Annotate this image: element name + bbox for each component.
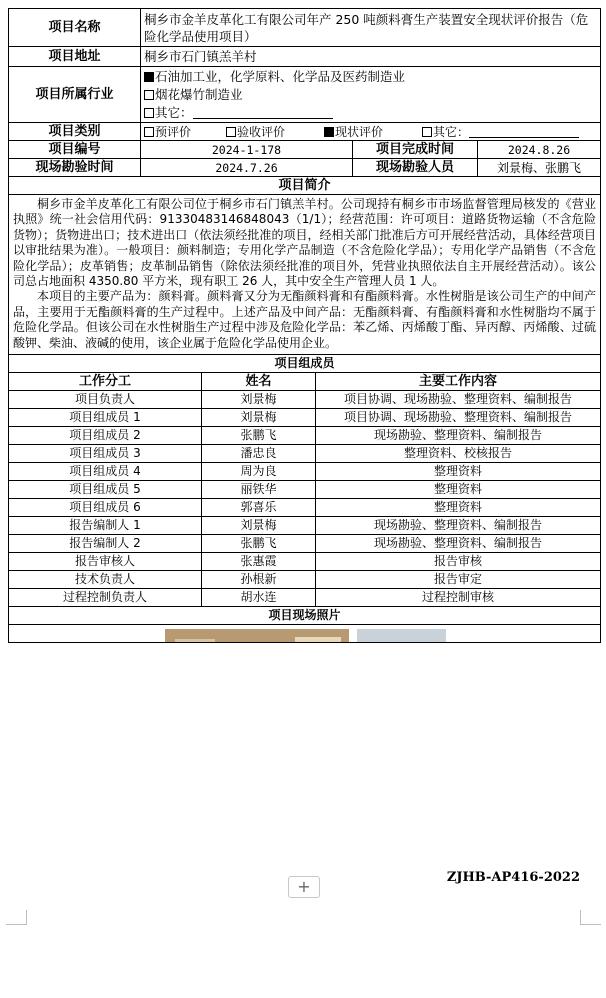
completion-date-value: 2024.8.26 bbox=[478, 141, 601, 159]
survey-time-value: 2024.7.26 bbox=[141, 159, 353, 177]
members-title: 项目组成员 bbox=[9, 355, 601, 373]
table-row bbox=[9, 589, 601, 607]
intro-title: 项目简介 bbox=[9, 177, 601, 195]
industry-options bbox=[141, 67, 601, 123]
member-role: 项目组成员 1 bbox=[9, 409, 202, 427]
member-duty: 现场勘验、整理资料、编制报告 bbox=[316, 517, 601, 535]
members-header-role: 工作分工 bbox=[9, 373, 202, 391]
type-option-other[interactable]: 其它： bbox=[422, 124, 579, 140]
site-photo-1 bbox=[165, 629, 349, 643]
member-duty: 报告审核 bbox=[316, 553, 601, 571]
type-option-acceptance[interactable]: 验收评价 bbox=[226, 124, 324, 140]
member-name: 孙根新 bbox=[202, 571, 316, 589]
member-duty: 报告审定 bbox=[316, 571, 601, 589]
add-page-button[interactable]: + bbox=[288, 876, 320, 898]
other-industry-blank[interactable] bbox=[193, 106, 333, 119]
member-name: 郭喜乐 bbox=[202, 499, 316, 517]
site-photo-2 bbox=[357, 629, 446, 643]
member-duty: 整理资料 bbox=[316, 463, 601, 481]
project-address-value: 桐乡市石门镇羔羊村 bbox=[141, 47, 601, 67]
form-code: ZJHB-AP416-2022 bbox=[446, 870, 580, 885]
member-role: 项目组成员 2 bbox=[9, 427, 202, 445]
member-duty: 整理资料 bbox=[316, 481, 601, 499]
member-name: 张鹏飞 bbox=[202, 427, 316, 445]
table-row bbox=[9, 517, 601, 535]
member-name: 刘景梅 bbox=[202, 517, 316, 535]
member-name: 潘忠良 bbox=[202, 445, 316, 463]
member-duty: 现场勘验、整理资料、编制报告 bbox=[316, 535, 601, 553]
checkbox-empty-icon bbox=[226, 127, 236, 137]
member-name: 张惠霞 bbox=[202, 553, 316, 571]
member-name: 胡水连 bbox=[202, 589, 316, 607]
crop-mark-right bbox=[580, 910, 601, 925]
checkbox-empty-icon bbox=[422, 127, 432, 137]
table-row bbox=[9, 535, 601, 553]
checkbox-empty-icon bbox=[144, 90, 154, 100]
member-name: 刘景梅 bbox=[202, 409, 316, 427]
completion-date-label: 项目完成时间 bbox=[353, 141, 478, 159]
table-row bbox=[9, 553, 601, 571]
member-role: 过程控制负责人 bbox=[9, 589, 202, 607]
member-duty: 项目协调、现场勘验、整理资料、编制报告 bbox=[316, 391, 601, 409]
member-duty: 整理资料 bbox=[316, 499, 601, 517]
member-name: 刘景梅 bbox=[202, 391, 316, 409]
table-row bbox=[9, 445, 601, 463]
member-role: 技术负责人 bbox=[9, 571, 202, 589]
survey-time-label: 现场勘验时间 bbox=[9, 159, 141, 177]
member-duty: 项目协调、现场勘验、整理资料、编制报告 bbox=[316, 409, 601, 427]
project-number-value: 2024-1-178 bbox=[141, 141, 353, 159]
checkbox-checked-icon bbox=[324, 127, 334, 137]
type-option-current[interactable]: 现状评价 bbox=[324, 124, 422, 140]
member-duty: 现场勘验、整理资料、编制报告 bbox=[316, 427, 601, 445]
report-document bbox=[8, 8, 600, 643]
table-row bbox=[9, 409, 601, 427]
member-name: 周为良 bbox=[202, 463, 316, 481]
intro-paragraph-1: 桐乡市金羊皮革化工有限公司位于桐乡市石门镇羔羊村。公司现持有桐乡市市场监督管理局核发的《营业执照》统一社会信用代码：91330483146848043（1/1）；经营范围：许可项目：道路货物运输（不含危险货物）；货物进出口；技术进出口（依法须经批准的项目，经相关部门批准后方可开展经营活动，具体经营项目以审批结果为准）。一般项目：颜料制造；专用化学产品制造（不含危险化学品）；专用化学产品销售（不含危险化学品）；皮革销售；皮革制品销售（除依法须经批准的项目外，凭营业执照依法自主开展经营活动）。该公司总占地面积 4350.80 平方米，现有职工 26 人，其中安全生产管理人员 1 人。 bbox=[13, 197, 596, 289]
member-name: 丽铁华 bbox=[202, 481, 316, 499]
industry-label: 项目所属行业 bbox=[9, 67, 141, 123]
table-row bbox=[9, 499, 601, 517]
project-name-label: 项目名称 bbox=[9, 9, 141, 47]
photo-image bbox=[357, 629, 446, 643]
project-number-label: 项目编号 bbox=[9, 141, 141, 159]
project-name-value: 桐乡市金羊皮革化工有限公司年产 250 吨颜料膏生产装置安全现状评价报告（危险化学品使用项目） bbox=[141, 9, 601, 47]
member-name: 张鹏飞 bbox=[202, 535, 316, 553]
table-row bbox=[9, 463, 601, 481]
industry-option-1[interactable]: 石油加工业，化学原料、化学品及医药制造业 bbox=[144, 68, 597, 86]
table-row bbox=[9, 481, 601, 499]
member-duty: 整理资料、校核报告 bbox=[316, 445, 601, 463]
project-address-label: 项目地址 bbox=[9, 47, 141, 67]
table-row bbox=[9, 391, 601, 409]
member-role: 项目组成员 4 bbox=[9, 463, 202, 481]
checkbox-checked-icon bbox=[144, 72, 154, 82]
members-header-name: 姓名 bbox=[202, 373, 316, 391]
member-role: 项目组成员 6 bbox=[9, 499, 202, 517]
member-role: 项目组成员 5 bbox=[9, 481, 202, 499]
member-duty: 过程控制审核 bbox=[316, 589, 601, 607]
checkbox-empty-icon bbox=[144, 127, 154, 137]
member-role: 报告编制人 2 bbox=[9, 535, 202, 553]
industry-option-2[interactable]: 烟花爆竹制造业 bbox=[144, 86, 597, 104]
project-type-options bbox=[141, 123, 601, 141]
photo-image bbox=[165, 629, 349, 643]
members-table bbox=[8, 354, 601, 643]
photos-cell bbox=[9, 625, 601, 643]
project-info-table bbox=[8, 8, 601, 355]
photos-title: 项目现场照片 bbox=[9, 607, 601, 625]
member-role: 报告审核人 bbox=[9, 553, 202, 571]
intro-content bbox=[9, 195, 601, 355]
type-option-pre[interactable]: 预评价 bbox=[144, 124, 226, 140]
crop-mark-left bbox=[6, 910, 27, 925]
table-row bbox=[9, 427, 601, 445]
other-type-blank[interactable] bbox=[469, 125, 579, 138]
members-header-duty: 主要工作内容 bbox=[316, 373, 601, 391]
project-type-label: 项目类别 bbox=[9, 123, 141, 141]
survey-staff-value: 刘景梅、张鹏飞 bbox=[478, 159, 601, 177]
member-role: 项目组成员 3 bbox=[9, 445, 202, 463]
member-role: 项目负责人 bbox=[9, 391, 202, 409]
industry-option-3[interactable]: 其它： bbox=[144, 104, 597, 122]
table-row bbox=[9, 571, 601, 589]
intro-paragraph-2: 本项目的主要产品为：颜料膏。颜料膏又分为无酯颜料膏和有酯颜料膏。水性树脂是该公司生产的中间产品，主要用于无酯颜料膏的生产过程中。上述产品及中间产品：无酯颜料膏、有酯颜料膏和水性树脂均不属于危险化学品。但该公司在水性树脂生产过程中涉及危险化学品：苯乙烯、丙烯酸丁酯、异丙醇、丙烯酸、过硫酸钾、柴油、液碱的使用，该企业属于危险化学品使用企业。 bbox=[13, 289, 596, 350]
survey-staff-label: 现场勘验人员 bbox=[353, 159, 478, 177]
member-role: 报告编制人 1 bbox=[9, 517, 202, 535]
checkbox-empty-icon bbox=[144, 108, 154, 118]
